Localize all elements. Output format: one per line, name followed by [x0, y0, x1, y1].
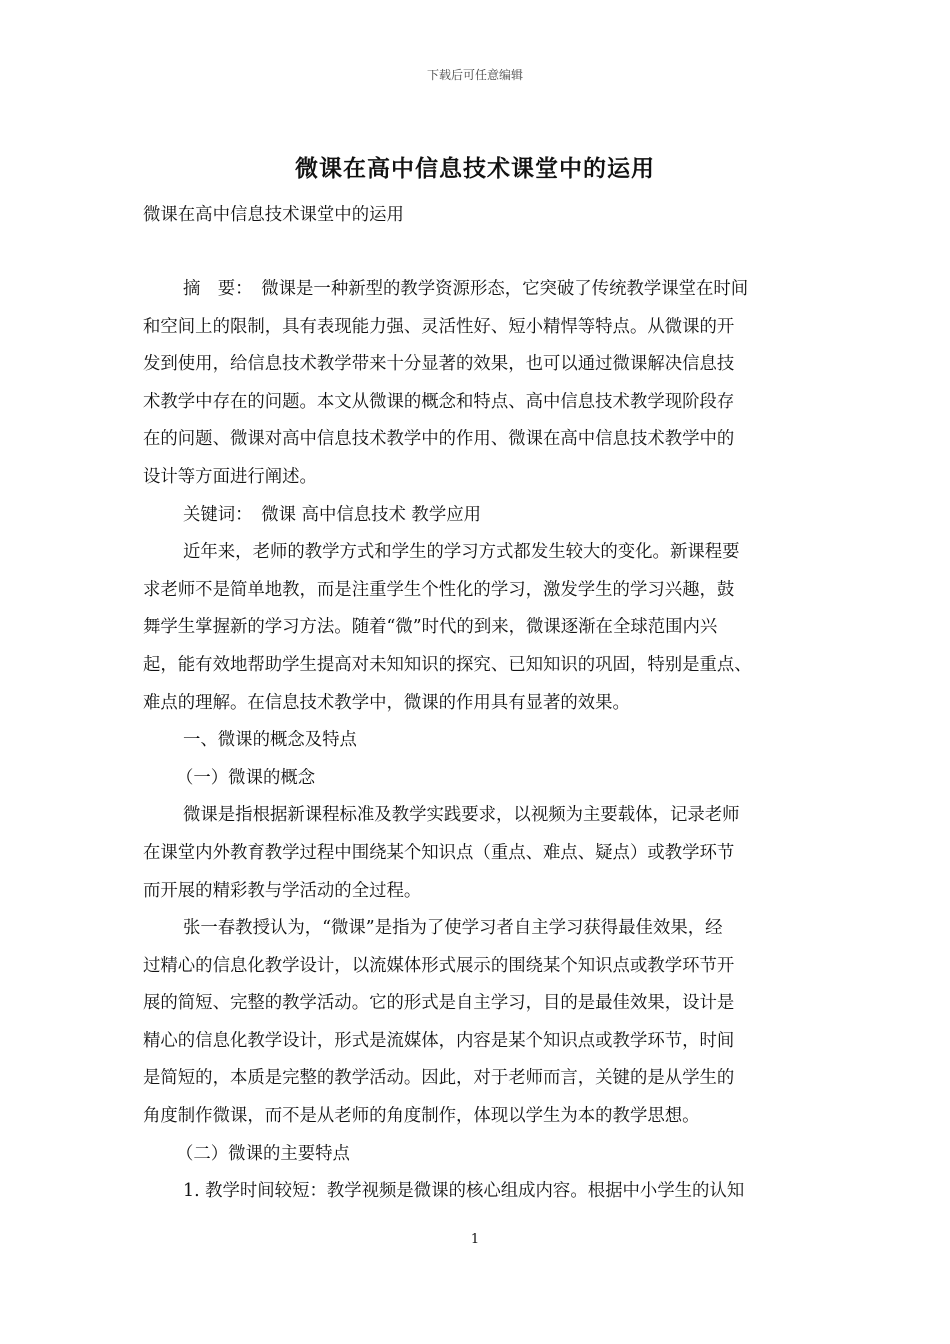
page-number: 1 — [470, 1232, 480, 1247]
list-item: 1. 教学时间较短：教学视频是微课的核心组成内容。根据中小学生的认知 — [183, 1181, 745, 1202]
section-heading: 一、微课的概念及特点 — [183, 730, 357, 751]
document-title: 微课在高中信息技术课堂中的运用 — [295, 155, 655, 182]
page-header: 下载后可任意编辑 — [426, 68, 523, 82]
intro-paragraph — [143, 534, 807, 722]
paragraph-line: 而开展的精彩教与学活动的全过程。 — [143, 880, 422, 901]
paragraph-line: 微课是指根据新课程标准及教学实践要求，以视频为主要载体，记录老师 — [183, 805, 740, 826]
document-body — [143, 196, 807, 1211]
paragraph-line: 过精心的信息化教学设计，以流媒体形式展示的围绕某个知识点或教学环节开 — [143, 955, 735, 976]
abstract-line: 在的问题、微课对高中信息技术教学中的作用、微课在高中信息技术教学中的 — [143, 429, 735, 450]
intro-line: 舞学生掌握新的学习方法。随着“微”时代的到来，微课逐渐在全球范围内兴 — [143, 617, 718, 638]
subsection-heading: （一）微课的概念 — [176, 767, 316, 788]
paragraph-line: 在课堂内外教育教学过程中围绕某个知识点（重点、难点、疑点）或教学环节 — [143, 842, 735, 863]
document-subtitle: 微课在高中信息技术课堂中的运用 — [143, 205, 404, 225]
concept-paragraph — [143, 797, 807, 910]
subsection-heading: （二）微课的主要特点 — [176, 1143, 350, 1164]
keywords-line: 关键词： 微课 高中信息技术 教学应用 — [183, 504, 481, 525]
abstract-line: 摘 要： 微课是一种新型的教学资源形态，它突破了传统教学课堂在时间 — [183, 279, 749, 299]
paragraph-line: 张一春教授认为，“微课”是指为了使学习者自主学习获得最佳效果，经 — [183, 918, 723, 939]
abstract-line: 设计等方面进行阐述。 — [143, 466, 317, 487]
abstract-paragraph — [143, 271, 807, 497]
abstract-line: 发到使用，给信息技术教学带来十分显著的效果，也可以通过微课解决信息技 — [143, 354, 735, 375]
intro-line: 近年来，老师的教学方式和学生的学习方式都发生较大的变化。新课程要 — [183, 542, 740, 563]
paragraph-line: 精心的信息化教学设计，形式是流媒体，内容是某个知识点或教学环节，时间 — [143, 1030, 735, 1051]
intro-line: 难点的理解。在信息技术教学中，微课的作用具有显著的效果。 — [143, 692, 630, 713]
definition-paragraph — [143, 910, 807, 1136]
paragraph-line: 展的简短、完整的教学活动。它的形式是自主学习，目的是最佳效果，设计是 — [143, 993, 735, 1014]
abstract-line: 和空间上的限制，具有表现能力强、灵活性好、短小精悍等特点。从微课的开 — [143, 316, 735, 337]
abstract-line: 术教学中存在的问题。本文从微课的概念和特点、高中信息技术教学现阶段存 — [143, 391, 735, 412]
paragraph-line: 是简短的，本质是完整的教学活动。因此，对于老师而言，关键的是从学生的 — [143, 1068, 735, 1089]
intro-line: 起，能有效地帮助学生提高对未知知识的探究、已知知识的巩固，特别是重点、 — [143, 654, 752, 675]
intro-line: 求老师不是简单地教，而是注重学生个性化的学习，激发学生的学习兴趣，鼓 — [143, 579, 735, 600]
paragraph-line: 角度制作微课，而不是从老师的角度制作，体现以学生为本的教学思想。 — [143, 1106, 700, 1127]
blank-line — [143, 234, 807, 271]
